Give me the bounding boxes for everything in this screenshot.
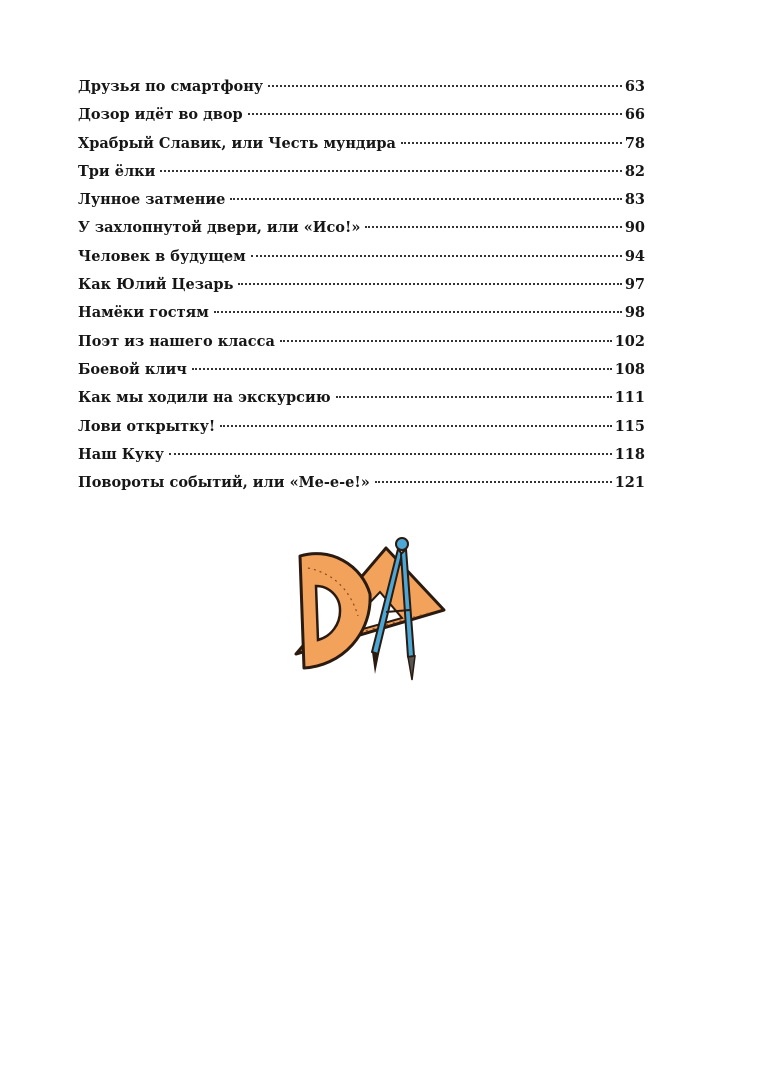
toc-entry-page: 66 bbox=[624, 106, 645, 124]
dot-leader bbox=[214, 311, 622, 313]
dot-leader bbox=[268, 85, 622, 87]
toc-entry-title: Друзья по смартфону bbox=[78, 78, 264, 95]
toc-entry-page: 82 bbox=[624, 162, 645, 180]
toc-entry[interactable] bbox=[78, 304, 645, 332]
toc-entry-title: У захлопнутой двери, или «Исо!» bbox=[78, 219, 361, 237]
toc-entry[interactable] bbox=[78, 248, 645, 276]
dot-leader bbox=[280, 340, 612, 342]
toc-entry-title: Как Юлий Цезарь bbox=[78, 276, 234, 294]
toc-entry-page: 97 bbox=[624, 276, 645, 294]
toc-entry-title: Как мы ходили на экскурсию bbox=[78, 389, 331, 407]
toc-entry-page: 98 bbox=[624, 304, 645, 322]
toc-entry-page: 108 bbox=[614, 360, 645, 378]
toc-entry-title: Повороты событий, или «Ме-е-е!» bbox=[78, 474, 370, 492]
toc-entry-title: Поэт из нашего класса bbox=[78, 332, 275, 350]
dot-leader bbox=[336, 396, 612, 398]
toc-entry-page: 78 bbox=[624, 134, 645, 152]
toc-entry-page: 83 bbox=[624, 191, 645, 209]
dot-leader bbox=[192, 368, 612, 370]
toc-entry-title: Храбрый Славик, или Честь мундира bbox=[78, 134, 396, 152]
toc-entry-title: Наш Куку bbox=[78, 445, 164, 463]
dot-leader bbox=[251, 255, 622, 257]
toc-entry-title: Намёки гостям bbox=[78, 304, 209, 322]
toc-entry-page: 102 bbox=[614, 332, 645, 350]
toc-entry-title: Три ёлки bbox=[78, 162, 156, 180]
toc-entry[interactable] bbox=[78, 361, 645, 389]
protractor-triangle-compass-icon bbox=[282, 532, 452, 687]
toc-entry-title: Человек в будущем bbox=[78, 247, 246, 265]
toc-entry[interactable] bbox=[78, 418, 645, 446]
toc-entry[interactable] bbox=[78, 106, 645, 134]
toc-entry[interactable] bbox=[78, 446, 645, 474]
dot-leader bbox=[160, 170, 621, 172]
toc-entry[interactable] bbox=[78, 474, 645, 502]
dot-leader bbox=[248, 113, 622, 115]
dot-leader bbox=[238, 283, 621, 285]
toc-entry-page: 115 bbox=[614, 417, 645, 435]
dot-leader bbox=[169, 453, 612, 455]
toc-entry[interactable] bbox=[78, 333, 645, 361]
toc-entry-page: 121 bbox=[614, 474, 645, 492]
toc-entry-page: 111 bbox=[614, 389, 645, 407]
toc-entry[interactable] bbox=[78, 219, 645, 247]
toc-entry-title: Лови открытку! bbox=[78, 417, 216, 435]
dot-leader bbox=[375, 481, 612, 483]
dot-leader bbox=[401, 142, 622, 144]
dot-leader bbox=[230, 198, 621, 200]
toc-entry-page: 118 bbox=[614, 445, 645, 463]
toc-entry[interactable] bbox=[78, 135, 645, 163]
toc-entry-page: 63 bbox=[624, 78, 645, 95]
toc-entry-page: 94 bbox=[624, 247, 645, 265]
toc-entry[interactable] bbox=[78, 191, 645, 219]
toc-entry[interactable] bbox=[78, 276, 645, 304]
toc-entry-title: Лунное затмение bbox=[78, 191, 226, 209]
toc-entry[interactable] bbox=[78, 78, 645, 106]
dot-leader bbox=[220, 425, 611, 427]
toc-entry[interactable] bbox=[78, 389, 645, 417]
toc-entry-title: Боевой клич bbox=[78, 360, 187, 378]
toc-entry-title: Дозор идёт во двор bbox=[78, 106, 243, 124]
toc-entry-page: 90 bbox=[624, 219, 645, 237]
dot-leader bbox=[365, 226, 621, 228]
toc-entry[interactable] bbox=[78, 163, 645, 191]
table-of-contents bbox=[78, 78, 645, 502]
